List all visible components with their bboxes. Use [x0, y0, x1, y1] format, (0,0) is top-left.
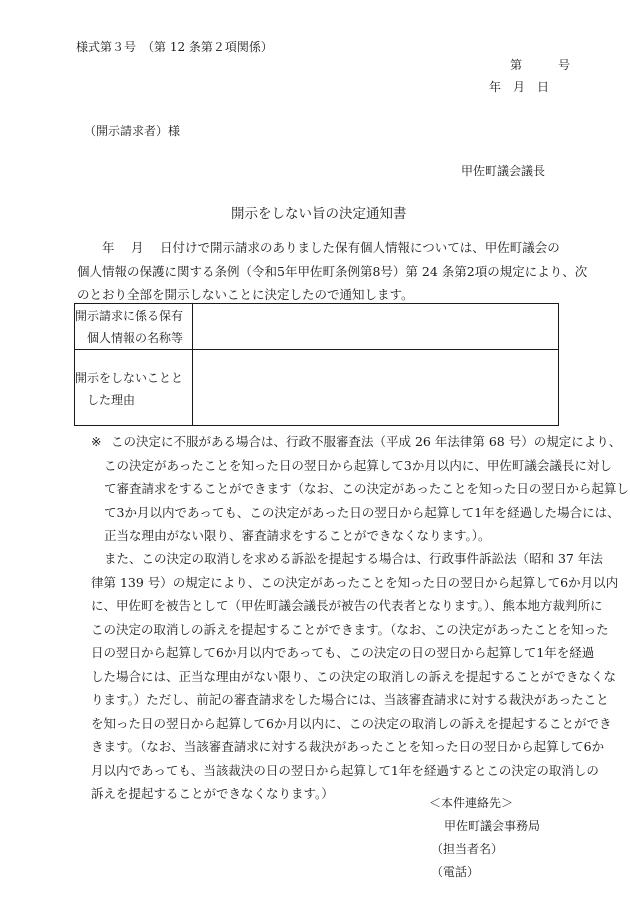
table-value-target-info — [193, 304, 559, 350]
form-label: 様式第３号 （第 12 条第２項関係） — [76, 40, 273, 54]
note-line: て審査請求をすることができます（なお、この決定があったことを知った日の翌日から起算し — [104, 481, 629, 496]
table-row-target-info — [75, 304, 559, 350]
note-line: 正当な理由がない限り、審査請求をすることができなくなります。）。 — [104, 528, 491, 543]
table-row-reason — [75, 350, 559, 426]
intro-line: のとおり全部を開示しないことに決定したので通知します。 — [77, 287, 414, 302]
label-line: した理由 — [75, 393, 136, 407]
note-line: 月以内であっても、当該裁決の日の翌日から起算して1年を経過するとこの決定の取消しの — [91, 762, 599, 778]
table-label-target-info — [75, 304, 193, 350]
issuer-name: 甲佐町議会議長 — [461, 164, 546, 178]
label-line: 個人情報の名称等 — [75, 331, 184, 345]
appeal-note — [104, 430, 629, 548]
lawsuit-note — [91, 547, 619, 806]
document-number: 第 号 — [510, 58, 571, 72]
intro-line: 年 月 日付けで開示請求のありました保有個人情報については、甲佐町議会の — [77, 240, 560, 255]
table-value-reason — [193, 350, 559, 426]
note-line: この決定があったことを知った日の翌日から起算して3か月以内に、甲佐町議会議長に対し — [104, 457, 612, 473]
note-line: 訴えを提起することができなくなります。） — [91, 786, 334, 801]
info-table — [74, 303, 559, 426]
note-line: この決定の取消しの訴えを提起することができます。（なお、この決定があったことを知った — [91, 621, 609, 637]
contact-phone: （電話） — [431, 865, 480, 879]
table-label-reason — [75, 350, 193, 426]
note-line: この決定に不服がある場合は、行政不服審査法（平成 26 年法律第 68 号）の規定により、 — [111, 434, 622, 449]
contact-office: 甲佐町議会事務局 — [444, 819, 541, 833]
note-line: きます。（なお、当該審査請求に対する裁決があったことを知った日の翌日から起算して6か — [91, 739, 605, 754]
note-line: 律第 139 号）の規定により、この決定があったことを知った日の翌日から起算して6か月以内 — [91, 574, 619, 590]
note-line: また、この決定の取消しを求める訴訟を提起する場合は、行政事件訴訟法（昭和 37 年法 — [104, 551, 603, 566]
note-line: を知った日の翌日から起算して6か月以内に、この決定の取消しの訴えを提起することができ — [91, 715, 612, 731]
note-line: した場合には、正当な理由がない限り、この決定の取消しの訴えを提起することができなくな — [91, 668, 617, 684]
note-line: ります。）ただし、前記の審査請求をした場合には、当該審査請求に対する裁決があったこと — [91, 692, 609, 707]
note-mark: ※ — [91, 434, 102, 449]
label-line: 開示をしないことと — [75, 371, 184, 385]
contact-person: （担当者名） — [431, 842, 504, 856]
note-line: に、甲佐町を被告として（甲佐町議会議長が被告の代表者となります。）、熊本地方裁判所に — [91, 598, 603, 613]
document-title: 開示をしない旨の決定通知書 — [231, 206, 407, 222]
note-line: 日の翌日から起算して6か月以内であっても、この決定の日の翌日から起算して1年を経過 — [91, 645, 595, 660]
document-date: 年 月 日 — [489, 80, 550, 94]
label-line: 開示請求に係る保有 — [75, 309, 184, 323]
addressee: （開示請求者）様 — [84, 124, 181, 138]
intro-paragraph — [77, 236, 588, 307]
note-line: て3か月以内であっても、この決定があった日の翌日から起算して1年を経過した場合には、 — [104, 504, 620, 520]
intro-line: 個人情報の保護に関する条例（令和5年甲佐町条例第8号）第 24 条第2項の規定により、次 — [77, 263, 588, 279]
contact-heading: ＜本件連絡先＞ — [429, 796, 514, 810]
